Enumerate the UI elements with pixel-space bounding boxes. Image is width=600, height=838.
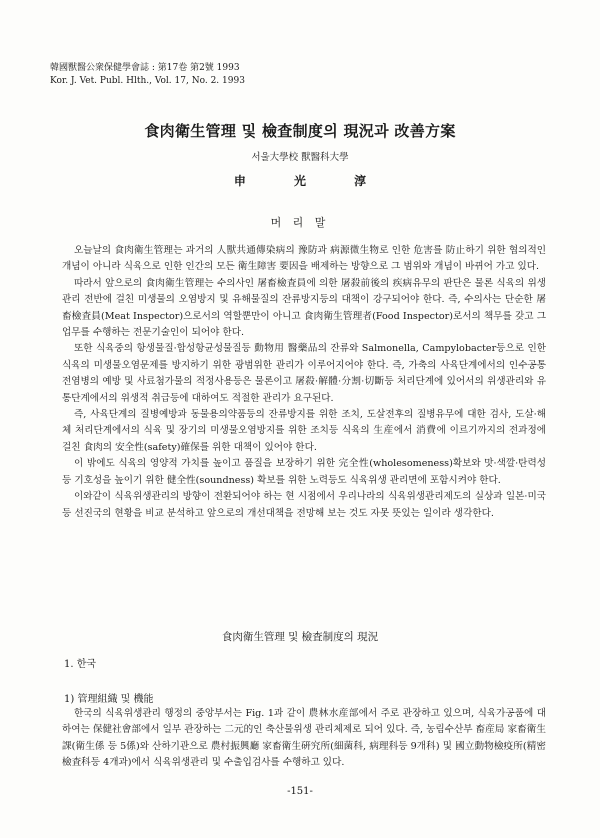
subsection-heading: 1. 한국 — [64, 659, 97, 670]
section-heading: 食肉衛生管理 및 檢査制度의 現況 — [221, 631, 379, 643]
paragraph: 이와같이 식육위생관리의 방향이 전환되어야 하는 현 시점에서 우리나라의 식육위생관리제도의 실상과 일본·미국등 선진국의 현황을 비교 분석하고 앞으로의 개선대책을 전망해 보는 것도 자못 뜻있는 일이라 생각한다. — [62, 491, 546, 519]
journal-citation-korean: 韓國獸醫公衆保健學會誌 : 第17卷 第2號 1993 — [50, 63, 240, 73]
preface-heading: 머 리 말 — [270, 216, 330, 229]
paragraph: 한국의 식육위생관리 행정의 중앙부서는 Fig. 1과 같이 農林水産部에서 주로 관장하고 있으며, 식육가공품에 대하여는 保健社會部에서 일부 관장하는 二元的인 축산물위생 관리체제로 되어 있다. 즉, 농림수산부 畜産局 家畜衛生課(衛生係 등 5係)와 산하기관으로 農村振興廳 家畜衛生硏究所(細菌科, 病理科등 9개科) 및 國立動物檢疫所(精密檢査科등 4개과)에서 식육위생관리 및 수출입검사를 수행하고 있다. — [62, 708, 546, 769]
article-title: 食肉衛生管理 및 檢査制度의 現況과 改善方案 — [144, 122, 456, 140]
paragraph: 따라서 앞으로의 食肉衛生管理는 수의사인 屠畜檢査員에 의한 屠殺前後의 疾病유무의 판단은 물론 식육의 위생관리 전반에 걸친 미생물의 오염방지 및 유해물질의 잔류방지등의 대책이 강구되어야 한다. 즉, 수의사는 단순한 屠畜檢査員(Meat Inspector)으로서의 역할뿐만이 아니고 食肉衛生管理者(Food Inspector)로서의 책무를 갖고 그 업무를 수행하는 전문기술인이 되어야 한다. — [62, 277, 546, 339]
paragraph: 이 밖에도 식육의 영양적 가치를 높이고 품질을 보장하기 위한 完全性(wholesomeness)확보와 맛·색깔·탄력성등 기호성을 높이기 위한 健全性(soundness) 확보를 위한 노력등도 식육위생 관리면에 포함시켜야 한다. — [62, 458, 546, 486]
author-name: 申 光 淳 — [233, 174, 389, 188]
preface-body — [62, 243, 546, 522]
paragraph: 즉, 사육단계의 질병예방과 동물용의약품등의 잔류방지를 위한 조치, 도살전후의 질병유무에 대한 검사, 도살·해체 처리단계에서의 식육 및 장기의 미생물오염방지를 위한 조치등 식육의 生産에서 消費에 이르기까지의 전과정에 걸친 食肉의 安全性(safety)確保를 위한 대책이 있어야 한다. — [62, 409, 546, 453]
journal-citation-english: Kor. J. Vet. Publ. Hlth., Vol. 17, No. 2. 1993 — [50, 76, 245, 86]
author-affiliation: 서울大學校 獸醫科大學 — [251, 152, 349, 163]
journal-citation — [50, 62, 245, 88]
paragraph: 오늘날의 食肉衛生管理는 과거의 人獸共通傳染病의 豫防과 病源微生物로 인한 危害를 防止하기 위한 협의적인 개념이 아니라 식육으로 인한 인간의 모든 衛生障害 要因을 배제하는 방향으로 그 범위와 개념이 바뀌어 가고 있다. — [62, 245, 546, 273]
paragraph: 또한 식육중의 항생물질·합성항균성물질등 動物用 醫藥品의 잔류와 Salmonella, Campylobacter등으로 인한 식육의 미생물오염문제를 방지하기 위한 광범위한 관리가 이루어지어야 한다. 즉, 가축의 사육단계에서의 인수공통전염병의 예방 및 사료첨가물의 적정사용등은 물론이고 屠殺·解體·分割·切斷등 처리단계에 있어서의 위생관리와 유통단계에서의 위생적 취급등에 대하여도 적절한 관리가 요구된다. — [62, 343, 546, 404]
page-number: -151- — [287, 786, 313, 797]
section-body — [62, 706, 546, 772]
subsubsection-heading: 1) 管理組織 및 機能 — [64, 694, 154, 705]
